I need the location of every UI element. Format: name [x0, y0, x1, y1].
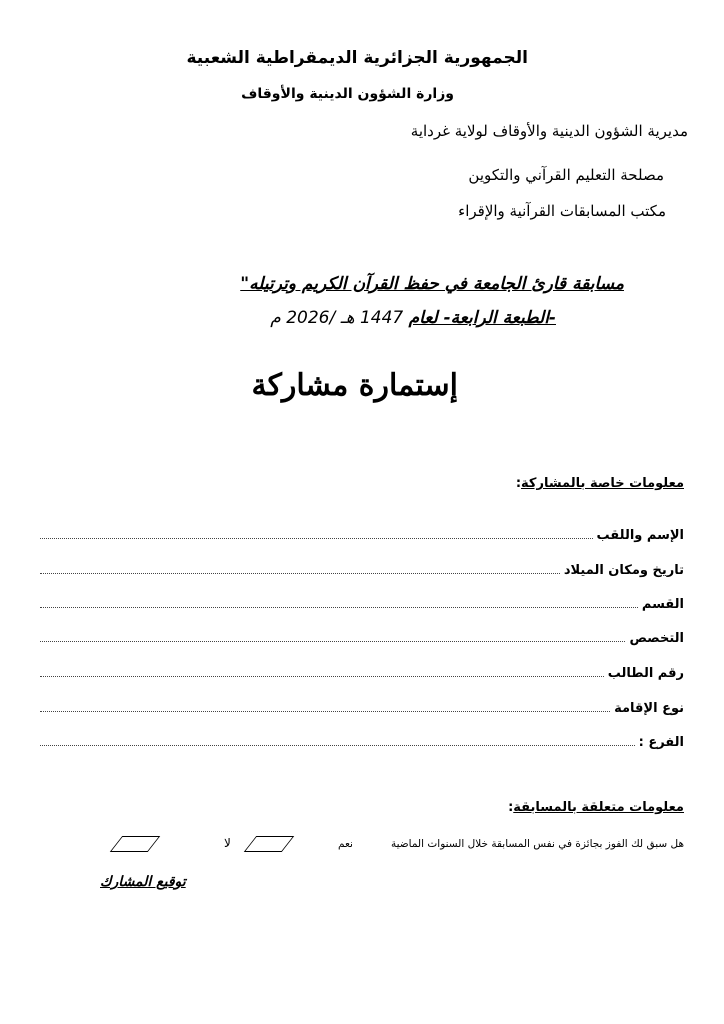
field-label: تاريخ ومكان الميلاد: [563, 563, 684, 578]
republic-header: الجمهورية الجزائرية الديمقراطية الشعبية: [186, 48, 528, 68]
field-label: نوع الإقامة: [614, 701, 684, 716]
prior-win-question: هل سبق لك الفوز بجائزة في نفس المسابقة خلال السنوات الماضية: [390, 838, 684, 850]
no-checkbox[interactable]: [110, 836, 161, 852]
specialty-field[interactable]: [40, 629, 684, 651]
name-field[interactable]: [40, 526, 684, 548]
yes-label: نعم: [338, 838, 353, 850]
field-label: الفرع :: [638, 735, 684, 750]
field-label: رقم الطالب: [607, 666, 684, 681]
field-dotted-line[interactable]: [40, 664, 604, 677]
student-number-field[interactable]: [40, 664, 684, 686]
edition-line: [270, 308, 556, 328]
field-label: القسم: [641, 597, 684, 612]
competition-section-heading: معلومات متعلقة بالمسابقة:: [508, 800, 684, 815]
field-dotted-line[interactable]: [40, 561, 560, 574]
participant-section-heading: معلومات خاصة بالمشاركة:: [515, 476, 684, 491]
department-field[interactable]: [40, 595, 684, 617]
field-label: الإسم واللقب: [596, 528, 684, 543]
edition-text: -الطبعة الرابعة- لعام: [408, 308, 556, 328]
participant-signature-label: توقيع المشارك: [100, 874, 186, 890]
no-label: لا: [224, 836, 231, 850]
field-dotted-line[interactable]: [40, 699, 610, 712]
field-dotted-line[interactable]: [40, 733, 635, 746]
service-line: مصلحة التعليم القرآني والتكوين: [468, 166, 664, 184]
ministry-header: وزارة الشؤون الدينية والأوقاف: [241, 86, 454, 102]
participant-section-text: معلومات خاصة بالمشاركة: [521, 476, 684, 491]
birth-date-place-field[interactable]: [40, 561, 684, 583]
competition-title: مسابقة قارئ الجامعة في حفظ القرآن الكريم وترتيله": [240, 274, 624, 294]
field-label: التخصص: [629, 631, 684, 646]
field-dotted-line[interactable]: [40, 595, 638, 608]
yes-checkbox[interactable]: [244, 836, 295, 852]
form-title: إستمارة مشاركة: [251, 368, 458, 403]
residence-type-field[interactable]: [40, 699, 684, 721]
competition-section-text: معلومات متعلقة بالمسابقة: [513, 800, 684, 815]
directorate-line: مديرية الشؤون الدينية والأوقاف لولاية غرداية: [410, 122, 688, 140]
edition-year: 1447 هـ /2026 م: [270, 308, 404, 328]
field-dotted-line[interactable]: [40, 526, 593, 539]
office-line: مكتب المسابقات القرآنية والإقراء: [458, 202, 666, 220]
field-dotted-line[interactable]: [40, 629, 625, 642]
branch-field[interactable]: [40, 733, 684, 755]
